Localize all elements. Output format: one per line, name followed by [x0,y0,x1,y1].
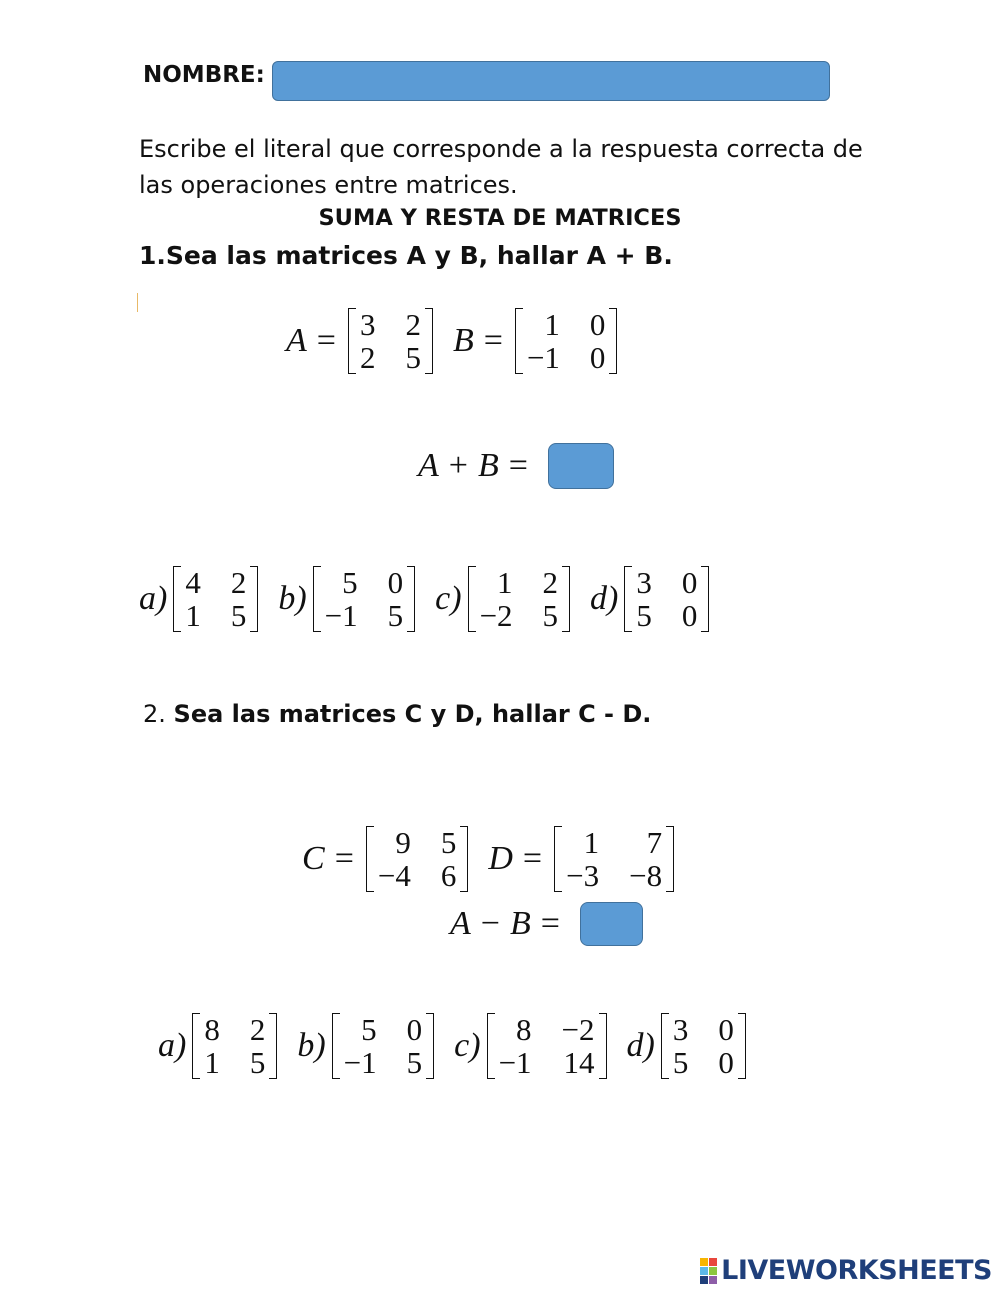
matrix-c-name: C [302,840,325,877]
q2-result-line [450,902,643,946]
matrix-cell: 5 [361,1012,377,1047]
matrix-cell: 8 [516,1012,532,1047]
text-cursor [137,293,138,312]
matrix-c [366,826,468,892]
matrix-cell: 7 [646,825,663,860]
option-label: b) [297,1027,326,1064]
matrix-cell: −1 [343,1045,377,1080]
matrix-cell: 2 [359,340,376,375]
matrix-cell: 5 [249,1045,266,1080]
result-lhs-a: A [450,905,471,942]
logo-text: LIVEWORKSHEETS [721,1255,992,1286]
minus-sign: − [480,905,500,942]
matrix-cell: 2 [249,1012,266,1047]
option-label: b) [278,580,307,617]
q1-answer-input[interactable] [548,443,614,489]
matrix-d [554,826,674,892]
matrix-d-name: D [488,840,513,877]
matrix-cell: 1 [204,1045,220,1080]
matrix-cell: −2 [479,598,513,633]
matrix-cell: 9 [395,825,411,860]
q2-option-d [627,1013,748,1079]
logo-grid-icon [700,1258,717,1284]
q1-result-line [418,443,614,489]
matrix-cell: 5 [342,565,358,600]
q2-number: 2. [143,700,166,728]
q1-option-b [278,566,417,632]
q2-option-a [158,1013,279,1079]
matrix-cell: 5 [542,598,559,633]
option-label: d) [626,1027,655,1064]
matrix-cell: 6 [440,858,457,893]
equals-sign: = [316,322,336,359]
matrix-b-name: B [452,322,474,359]
matrix-cell: 1 [583,825,600,860]
matrix-cell: 2 [405,307,421,342]
matrix-cell: −4 [377,858,411,893]
matrix-cell: 5 [672,1045,689,1080]
section-title: SUMA Y RESTA DE MATRICES [318,205,682,231]
matrix-cell: 3 [672,1012,689,1047]
matrix-a [348,308,433,374]
q1-option-c [435,566,572,632]
matrix-cell: 1 [497,565,513,600]
matrix-cell: 5 [230,598,247,633]
matrix-cell: 2 [230,565,247,600]
matrix-cell: 0 [681,598,698,633]
matrix-cell: −1 [324,598,358,633]
equals-sign: = [522,840,543,877]
result-lhs-b: B [477,447,499,484]
matrix-cell: 0 [589,340,606,375]
matrix-cell: −2 [561,1012,595,1047]
q2-prompt [143,700,651,728]
plus-sign: + [448,447,468,484]
matrix-cell: 5 [440,825,457,860]
q1-options [139,566,729,632]
matrix-cell: 5 [636,598,652,633]
matrix-cell: 0 [718,1012,734,1047]
matrix-cell: 1 [544,307,560,342]
name-label: NOMBRE: [143,62,265,88]
matrix-cell: 5 [405,340,421,375]
matrix-a-name: A [286,322,307,359]
matrix-cell: 0 [387,565,404,600]
equals-sign: = [540,905,560,942]
q2-matrices [302,826,676,892]
option-label: d) [590,580,619,617]
liveworksheets-logo [700,1255,992,1286]
matrix-cell: −1 [498,1045,532,1080]
q1-matrices [286,308,619,374]
matrix-cell: 0 [681,565,698,600]
matrix-cell: 3 [359,307,376,342]
result-lhs-b: B [509,905,531,942]
matrix-cell: −3 [566,858,600,893]
equals-sign: = [508,447,528,484]
matrix-cell: 5 [387,598,404,633]
matrix-cell: 0 [718,1045,734,1080]
matrix-cell: 14 [563,1045,595,1080]
q1-prompt: 1.Sea las matrices A y B, hallar A + B. [139,241,673,270]
matrix-b [515,308,617,374]
q2-options [158,1013,766,1079]
q2-text: Sea las matrices C y D, hallar C - D. [173,700,652,728]
option-label: c) [435,580,462,617]
matrix-cell: 5 [406,1045,423,1080]
q2-answer-input[interactable] [580,902,643,946]
q2-option-b [297,1013,436,1079]
matrix-cell: 0 [589,307,606,342]
matrix-cell: 4 [185,565,201,600]
q1-option-d [590,566,711,632]
matrix-cell: 8 [204,1012,220,1047]
matrix-cell: 2 [542,565,559,600]
matrix-cell: 3 [636,565,652,600]
result-lhs-a: A [418,447,439,484]
matrix-cell: −1 [526,340,560,375]
matrix-cell: 0 [406,1012,423,1047]
option-label: a) [158,1027,187,1064]
q2-option-c [454,1013,608,1079]
matrix-cell: −8 [629,858,663,893]
matrix-cell: 1 [185,598,201,633]
q1-option-a [139,566,260,632]
option-label: c) [454,1027,481,1064]
option-label: a) [139,580,168,617]
equals-sign: = [334,840,354,877]
name-input[interactable] [272,61,830,101]
equals-sign: = [483,322,503,359]
instructions: Escribe el literal que corresponde a la respuesta correcta de las operaciones entre matrices. [139,135,863,199]
